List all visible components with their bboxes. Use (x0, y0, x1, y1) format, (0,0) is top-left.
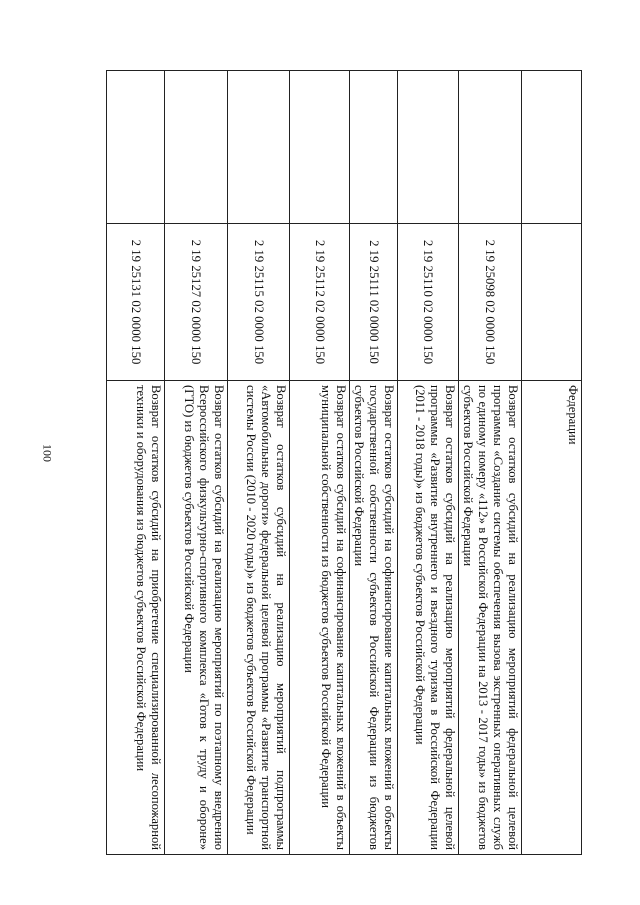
table-row (290, 71, 350, 855)
code-cell: 2 19 25110 02 0000 150 (398, 224, 459, 381)
table-row (165, 71, 228, 855)
description-cell: Федерации (522, 381, 582, 855)
table-row (228, 71, 290, 855)
table-row (459, 71, 522, 855)
table-row (350, 71, 398, 855)
code-cell: 2 19 25098 02 0000 150 (459, 224, 522, 381)
budget-codes-table (106, 70, 582, 855)
empty-cell (107, 71, 165, 224)
description-cell: Возврат остатков субсидий на реализацию мероприятий федеральной целевой программы «Развитие внутреннего и въездного туризма в Российской Федерации (2011 - 2018 годы)» из бюджетов субъектов Российской Федерации (398, 381, 459, 855)
empty-cell (398, 71, 459, 224)
empty-cell (522, 71, 582, 224)
empty-cell (228, 71, 290, 224)
table-row (398, 71, 459, 855)
code-cell (522, 224, 582, 381)
description-cell: Возврат остатков субсидий на софинансирование капитальных вложений в объекты государственной собственности субъектов Российской Федерации из бюджетов субъектов Российской Федерации (350, 381, 398, 855)
description-cell: Возврат остатков субсидий на реализацию мероприятий федеральной целевой программы «Создание системы обеспечения вызова экстренных оперативных служб по единому номеру «112» в Российской Федерации на 2013 - 2017 годы» из бюджетов субъектов Российской Федерации (459, 381, 522, 855)
table-row-continuation (522, 71, 582, 855)
description-cell: Возврат остатков субсидий на реализацию мероприятий подпрограммы «Автомобильные дороги» федеральной целевой программы «Развитие транспортной системы России (2010 - 2020 годы)» из бюджетов субъектов Российской Федерации (228, 381, 290, 855)
code-cell: 2 19 25112 02 0000 150 (290, 224, 350, 381)
code-cell: 2 19 25115 02 0000 150 (228, 224, 290, 381)
empty-cell (290, 71, 350, 224)
description-cell: Возврат остатков субсидий на реализацию мероприятий по поэтапному внедрению Всероссийского физкультурно-спортивного комплекса «Готов к труду и обороне» (ГТО) из бюджетов субъектов Российской Федерации (165, 381, 228, 855)
description-cell: Возврат остатков субсидий на приобретение специализированной лесопожарной техники и оборудования из бюджетов субъектов Российской Федерации (107, 381, 165, 855)
description-cell: Возврат остатков субсидий на софинансирование капитальных вложений в объекты муниципальной собственности из бюджетов субъектов Российской Федерации (290, 381, 350, 855)
rotated-page-content (111, 70, 582, 855)
empty-cell (165, 71, 228, 224)
empty-cell (459, 71, 522, 224)
page-number: 100 (40, 444, 55, 462)
code-cell: 2 19 25127 02 0000 150 (165, 224, 228, 381)
table-row (107, 71, 165, 855)
code-cell: 2 19 25111 02 0000 150 (350, 224, 398, 381)
code-cell: 2 19 25131 02 0000 150 (107, 224, 165, 381)
empty-cell (350, 71, 398, 224)
